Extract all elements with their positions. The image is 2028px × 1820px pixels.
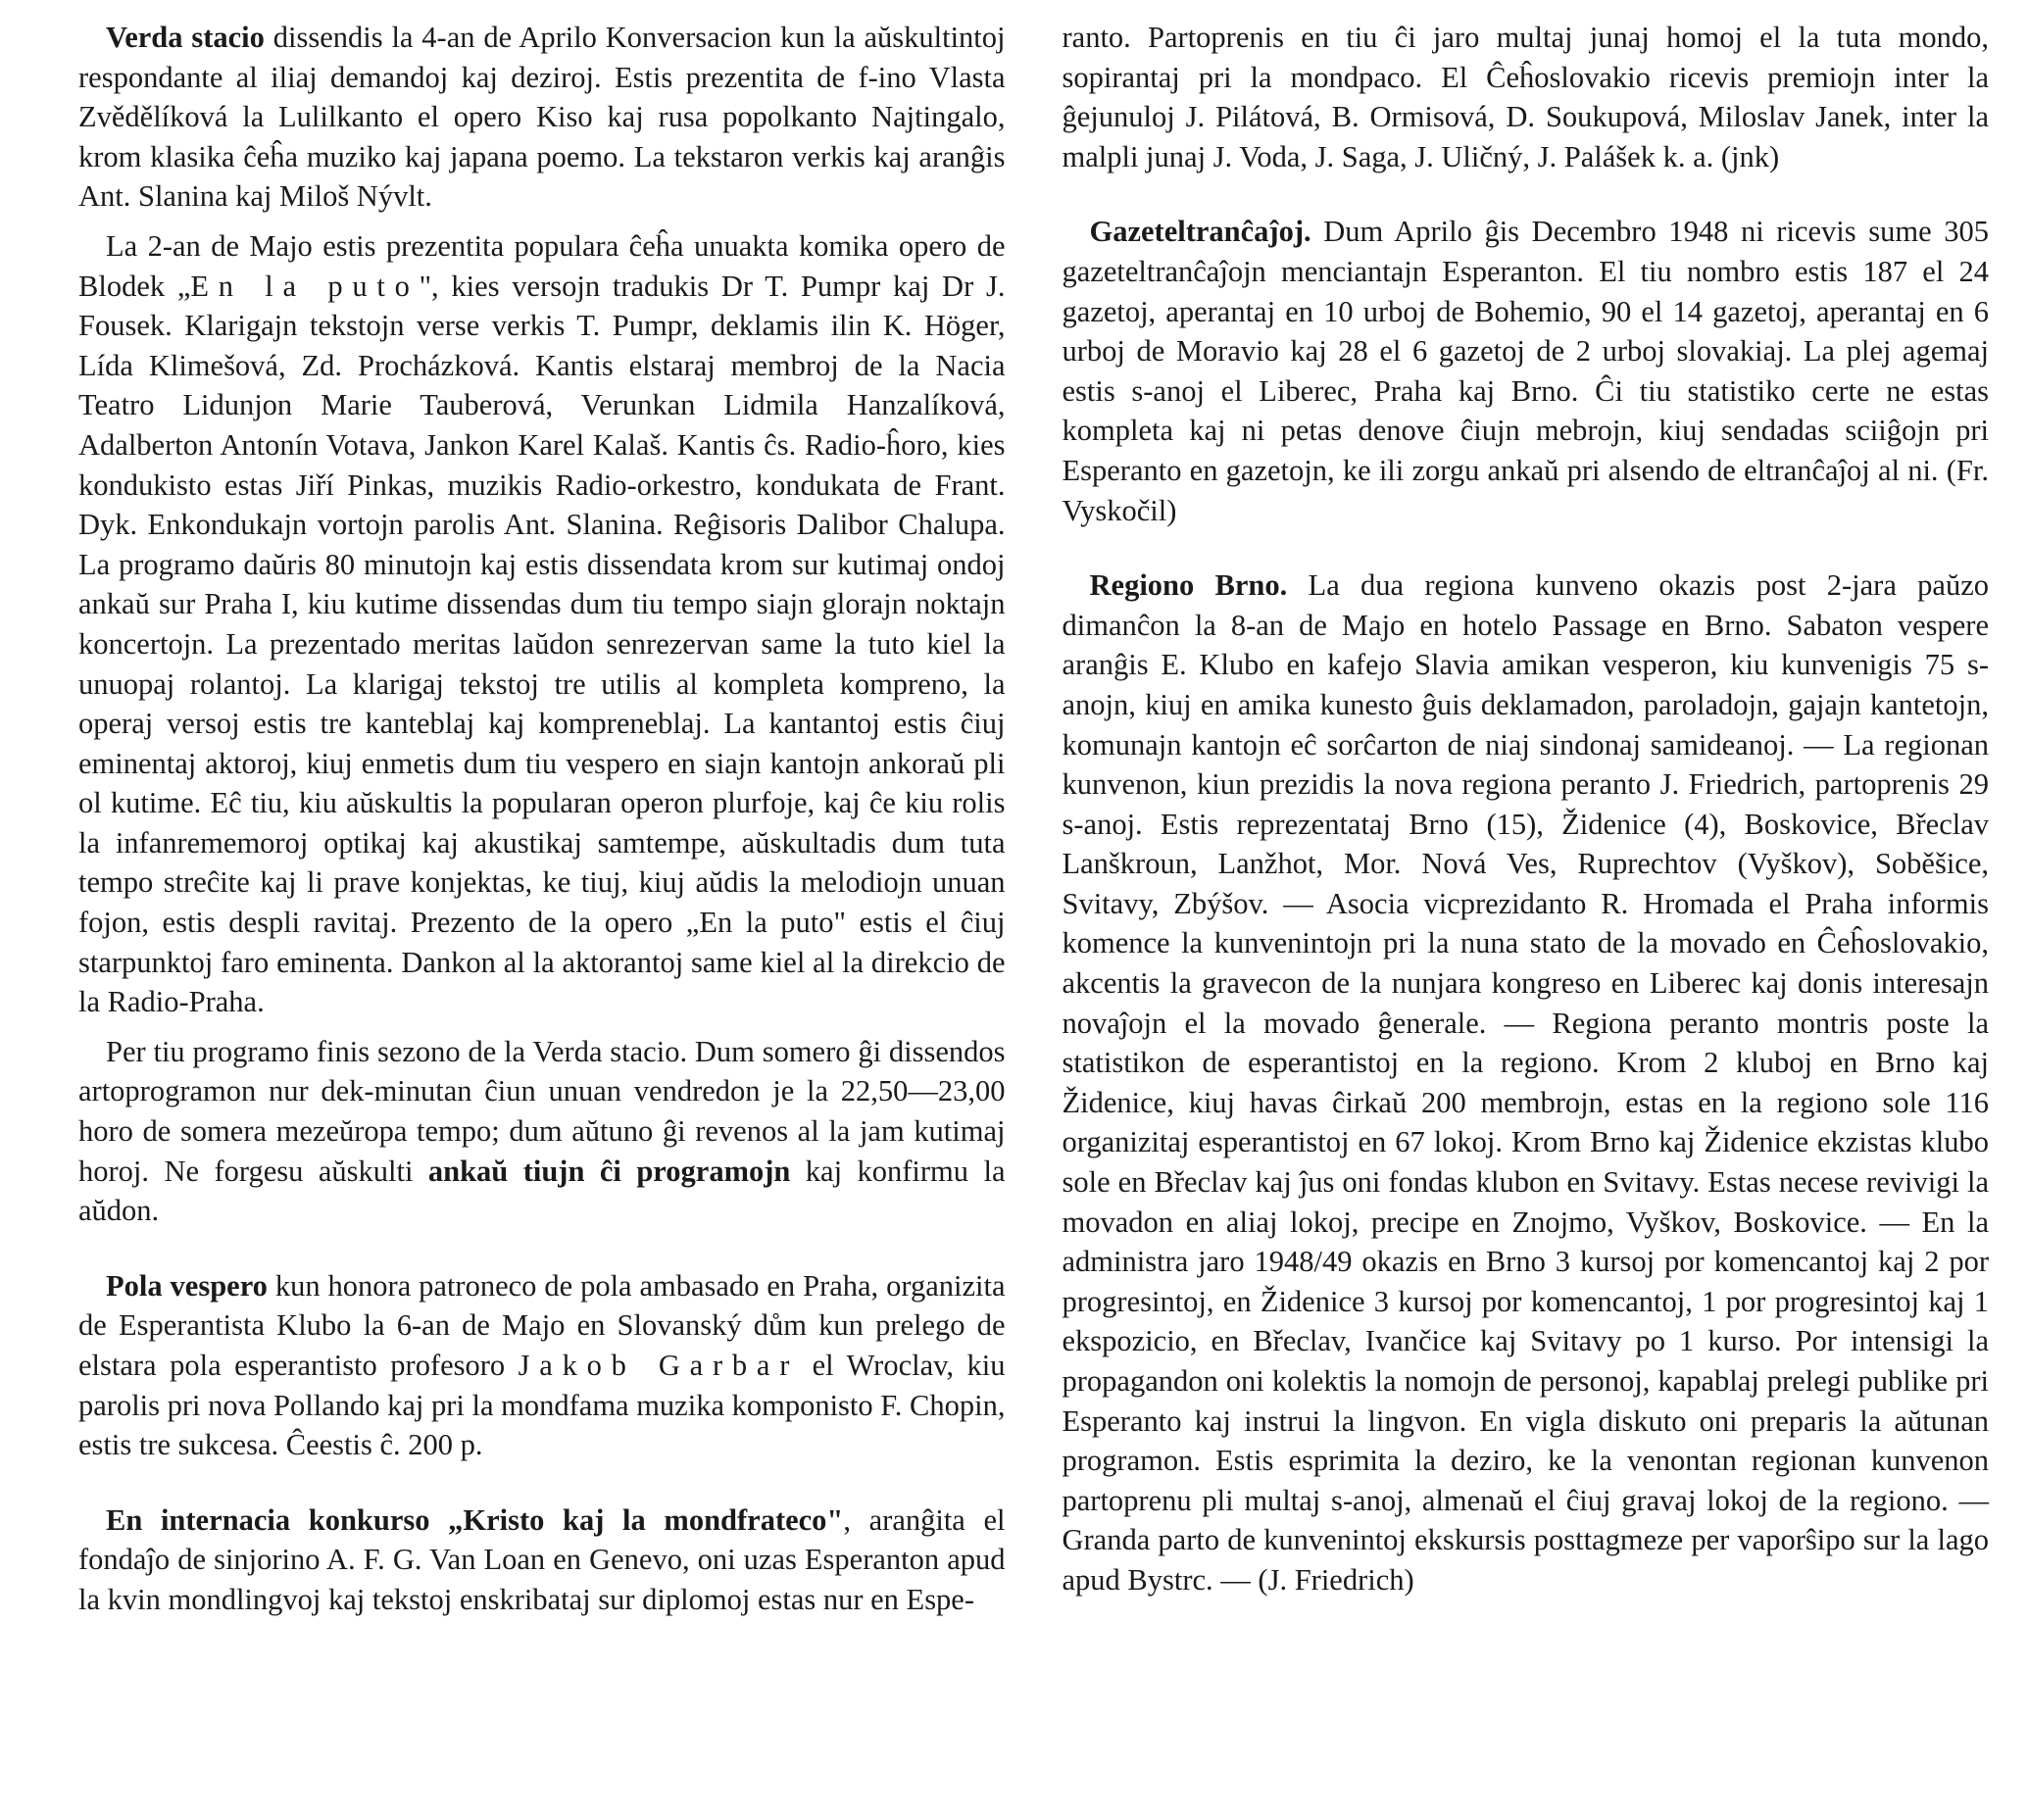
headline-pola-vespero: Pola vespero	[106, 1268, 268, 1303]
article-text: La dua regiona kunveno okazis post 2-jara paŭzo dimanĉon la 8-an de Majo en hotelo Passage en Brno. Sabaton vespere aranĝis E. Klubo en kafejo Slavia amikan vesperon, kiu kunvenigis 75 s-anojn, kiuj en amika kunesto ĝuis deklamadon, paroladojn, gajajn kantetojn, komunajn kantojn eĉ sorĉarton de niaj sindonaj samideanoj. — La regionan kunvenon, kiun prezidis la nova regiona peranto J. Friedrich, partoprenis 29 s-anoj. Estis reprezentataj Brno (15), Židenice (4), Boskovice, Břeclav Lanškroun, Lanžhot, Mor. Nová Ves, Ruprechtov (Vyškov), Soběšice, Svitavy, Zbýšov. — Asocia vicprezidanto R. Hromada el Praha informis komence la kunvenintojn pri la nuna stato de la movado en Ĉeĥoslovakio, akcentis la gravecon de la nunjara kongreso en Liberec kaj donis interesajn novaĵojn el la movado ĝenerale. — Regiona peranto montris poste la statistikon de esperantistoj en la regiono. Krom 2 kluboj en Brno kaj Židenice, kiuj havas ĉirkaŭ 200 membrojn, estas en la regiono sole 116 organizitaj esperantistoj en 67 lokoj. Krom Brno kaj Židenice ekzistas klubo sole en Břeclav kaj ĵus oni fondas klubon en Svitavy. Estas necese revivigi la movadon en aliaj lokoj, precipe en Znojmo, Vyškov, Boskovice. — En la administra jaro 1948/49 okazis en Brno 3 kursoj por komencantoj kaj 2 por progresintoj, en Židenice 3 kursoj por komencantoj, 1 por progresintoj kaj 1 ekspozicio, en Břeclav, Ivančice kaj Svitavy po 1 kurso. Por intensigi la propagandon oni kolektis la nomojn de personoj, kapablaj prelegi publike pri Esperanto kaj instrui la lingvon. En vigla diskuto oni preparis la aŭtunan programon. Estis esprimita la deziro, ke la venontan regionan kunvenon partoprenu pli multaj s-anoj, almenaŭ el ĉiuj gravaj lokoj de la regiono. — Granda parto de kunvenintoj ekskursis posttagmeze per vaporŝipo sur la lago apud Bystrc. — (J. Friedrich)	[1062, 568, 1989, 1597]
right-column	[1063, 18, 1990, 1820]
article-text: el Wroclav, kiu parolis pri nova Pollando kaj pri la mondfama muzika komponisto F. Chopin, estis tre sukcesa. Ĉeestis ĉ. 200 p.	[78, 1349, 1006, 1462]
headline-regiono-brno: Regiono Brno.	[1089, 568, 1288, 603]
article-text: dissendis la 4-an de Aprilo Konversacion kun la aŭskultintoj respondante al iliaj demandoj kaj deziroj. Estis prezentita de f-ino Vlasta Zvědělíková la Lulilkanto el opero Kiso kaj rusa popolkanto Najtingalo, krom klasika ĉeĥa muziko kaj japana poemo. La tekstaron verkis kaj aranĝis Ant. Slanina kaj Miloš Nývlt.	[78, 21, 1006, 214]
article-regiono-brno	[1063, 566, 1990, 1599]
article-verda-stacio	[78, 18, 1006, 217]
article-text: kaj konfirmu la aŭdon.	[78, 1154, 1006, 1228]
article-pola-vespero	[78, 1266, 1006, 1465]
article-text: kun honora patroneco de pola ambasado en Praha, organizita de Esperantista Klubo la 6-an de Majo en Slovanský dům kun prelego de elstara pola esperantisto profesoro	[78, 1268, 1006, 1382]
article-gazeteltrancajoj	[1063, 212, 1990, 530]
left-column	[78, 18, 1006, 1820]
article-konkurso	[78, 1500, 1006, 1620]
article-sezono	[78, 1032, 1006, 1231]
spaced-title: En la puto	[190, 269, 420, 303]
headline-konkurso: En internacia konkurso „Kristo kaj la mondfrateco"	[106, 1502, 844, 1537]
article-text: La 2-an de Majo estis prezentita populara ĉeĥa unuakta komika opero de Blodek „	[78, 228, 1006, 303]
headline-verda-stacio: Verda stacio	[106, 21, 265, 54]
article-text: Dum Aprilo ĝis Decembro 1948 ni ricevis sume 305 gazeteltranĉaĵojn menciantajn Esperanton. El tiu nombro estis 187 el 24 gazetoj, aperantaj en 10 urboj de Bohemio, 90 el 14 gazetoj, aperantaj en 6 urboj de Moravio kaj 28 el 6 gazetoj de 2 urboj slovakiaj. La plej agemaj estis s-anoj el Liberec, Praha kaj Brno. Ĉi tiu statistiko certe ne estas kompleta kaj ni petas denove ĉiujn mebrojn, kiuj sendadas sciiĝojn pri Esperanto en gazetojn, ke ili zorgu ankaŭ pri alsendo de eltranĉaĵoj al ni. (Fr. Vyskočil)	[1062, 215, 1989, 527]
article-konkurso-continued	[1063, 18, 1990, 176]
spaced-name: Jakob Garbar	[518, 1349, 800, 1382]
emphasis-text: ankaŭ tiujn ĉi programojn	[427, 1154, 791, 1188]
headline-gazeteltrancajoj: Gazeteltranĉaĵoj.	[1089, 215, 1311, 249]
article-text: , aranĝita el fondaĵo de sinjorino A. F. G. Van Loan en Genevo, oni uzas Esperanton apud la kvin mondlingvoj kaj tekstoj enskribataj sur diplomoj estas nur en Espe-	[78, 1502, 1006, 1616]
article-en-la-puto	[78, 226, 1006, 1022]
article-text: ranto. Partoprenis en tiu ĉi jaro multaj junaj homoj el la tuta mondo, sopirantaj pri la mondpaco. El Ĉeĥoslovakio ricevis premiojn inter la ĝejunuloj J. Pilátová, B. Ormisová, D. Soukupová, Miloslav Janek, inter la malpli junaj J. Voda, J. Saga, J. Uličný, J. Palášek k. a. (jnk)	[1062, 21, 1989, 173]
article-text: Per tiu programo finis sezono de la Verda stacio. Dum somero ĝi dissendos artoprogramon nur dek-minutan ĉiun unuan vendredon je la 22,50—23,00 horo de somera mezeŭropa tempo; dum aŭtuno ĝi revenos al la jam kutimaj horoj. Ne forgesu aŭskulti	[78, 1034, 1006, 1188]
article-text: ", kies versojn tradukis Dr T. Pumpr kaj Dr J. Fousek. Klarigajn tekstojn verse verkis T. Pumpr, deklamis ilin K. Höger, Lída Klimešová, Zd. Procházková. Kantis elstaraj membroj de la Nacia Teatro Lidunjon Marie Tauberová, Verunkan Lidmila Hanzalíková, Adalberton Antonín Votava, Jankon Karel Kalaš. Kantis ĉs. Radio-ĥoro, kies kondukisto estas Jiří Pinkas, muzikis Radio-orkestro, kondukata de Frant. Dyk. Enkondukajn vortojn parolis Ant. Slanina. Reĝisoris Dalibor Chalupa. La programo daŭris 80 minutojn kaj estis dissendata krom sur kutimaj ondoj ankaŭ sur Praha I, kiu kutime dissendas dum tiu tempo siajn glorajn noktajn koncertojn. La prezentado meritas laŭdon senrezervan same la tuto kiel la unuopaj rolantoj. La klarigaj tekstoj tre utilis al kompleta kompreno, la operaj versoj estis tre kanteblaj kaj kompreneblaj. La kantantoj estis ĉiuj eminentaj aktoroj, kiuj enmetis dum tiu vespero en siajn kantojn ankoraŭ pli ol kutime. Eĉ tiu, kiu aŭskultis la popularan operon plurfoje, kaj ĉe kiu rolis la infanrememoroj optikaj kaj akustikaj samtempe, aŭskultadis dum tuta tempo streĉite kaj li prave konjektas, ke tiuj, kiuj aŭdis la melodiojn unuan fojon, estis despli ravitaj. Prezento de la opero „En la puto" estis el ĉiuj starpunktoj faro eminenta. Dankon al la aktorantoj same kiel al la direkcio de la Radio-Praha.	[78, 269, 1006, 1019]
